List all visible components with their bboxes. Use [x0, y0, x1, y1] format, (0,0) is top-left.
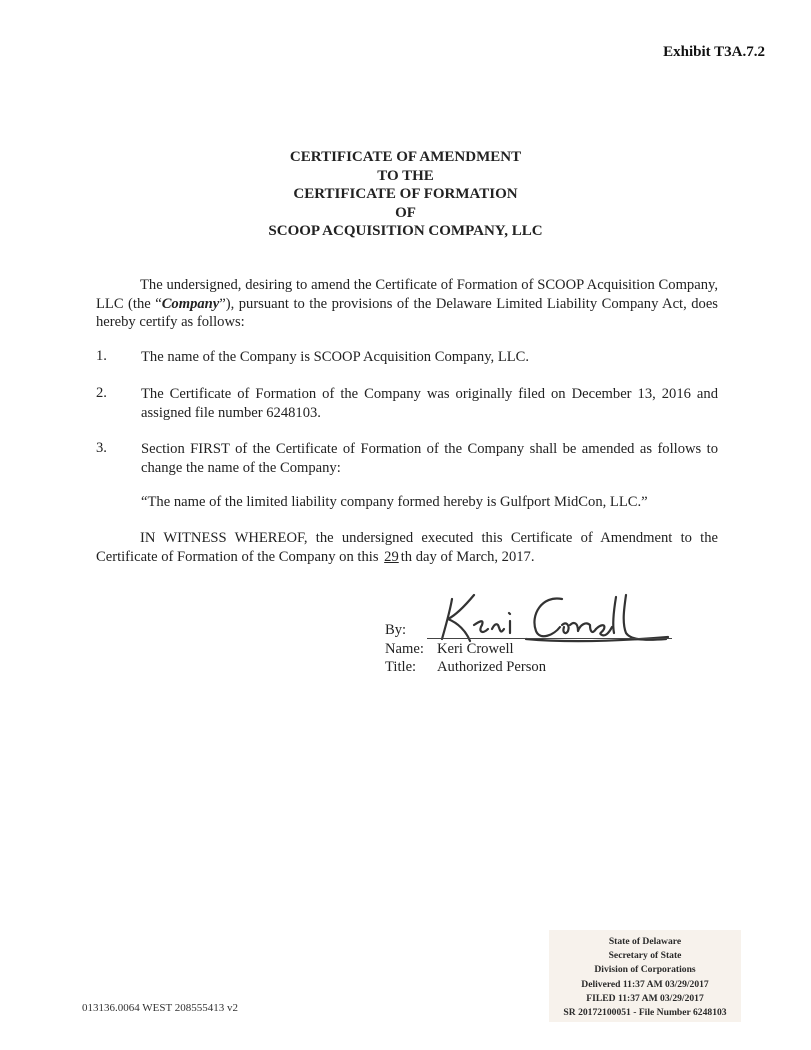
- filing-stamp: [549, 930, 741, 1022]
- stamp-line: Division of Corporations: [594, 964, 696, 976]
- title-line: CERTIFICATE OF FORMATION: [293, 186, 518, 202]
- title-line: SCOOP ACQUISITION COMPANY, LLC: [268, 223, 543, 239]
- document-title: [0, 148, 811, 241]
- witness-paragraph: [96, 529, 718, 566]
- company-defined-term: Company: [161, 295, 220, 312]
- signature-line: [427, 638, 672, 639]
- name-label: Name:: [385, 641, 424, 657]
- stamp-line: Secretary of State: [608, 950, 682, 962]
- item-number: 3.: [96, 440, 107, 456]
- item-number: 1.: [96, 348, 107, 364]
- stamp-line: FILED 11:37 AM 03/29/2017: [586, 992, 704, 1004]
- title-line: TO THE: [377, 167, 434, 184]
- amended-name-quote: “The name of the limited liability company formed hereby is Gulfport MidCon, LLC.”: [141, 494, 648, 510]
- signer-name: Keri Crowell: [437, 641, 514, 657]
- intro-paragraph: [96, 276, 718, 332]
- document-id-footer: 013136.0064 WEST 208555413 v2: [82, 1002, 239, 1014]
- signer-title: Authorized Person: [437, 659, 547, 675]
- stamp-line: State of Delaware: [608, 936, 682, 947]
- witness-day: 29: [384, 548, 399, 565]
- intro-text-start: The undersigned, desiring to amend the Certificate of Formation of SCOOP Acquisition Company, LLC (the “: [96, 277, 718, 312]
- witness-text-start: IN WITNESS WHEREOF, the undersigned executed this Certificate of Amendment to the Certificate of Formation of the Company on this: [96, 530, 718, 565]
- title-line: OF: [395, 204, 416, 221]
- signer-name-row: [385, 641, 514, 658]
- witness-text-end: th day of March, 2017.: [400, 548, 535, 565]
- intro-text-end: ”), pursuant to the provisions of the Delaware Limited Liability Company Act, does hereby certify as follows:: [96, 295, 718, 330]
- item-text: The Certificate of Formation of the Company was originally filed on December 13, 2016 and assigned file number 6248103.: [141, 386, 718, 421]
- stamp-line: SR 20172100051 - File Number 6248103: [563, 1007, 727, 1019]
- signer-title-row: [385, 659, 546, 676]
- item-text: Section FIRST of the Certificate of Formation of the Company shall be amended as follows to change the name of the Company:: [141, 441, 718, 476]
- item-text: The name of the Company is SCOOP Acquisition Company, LLC.: [141, 349, 530, 365]
- title-label: Title:: [385, 659, 417, 675]
- by-label: By:: [385, 622, 407, 638]
- stamp-line: Delivered 11:37 AM 03/29/2017: [581, 978, 709, 990]
- item-number: 2.: [96, 385, 107, 401]
- exhibit-label: Exhibit T3A.7.2: [663, 44, 765, 60]
- title-line: CERTIFICATE OF AMENDMENT: [289, 149, 522, 165]
